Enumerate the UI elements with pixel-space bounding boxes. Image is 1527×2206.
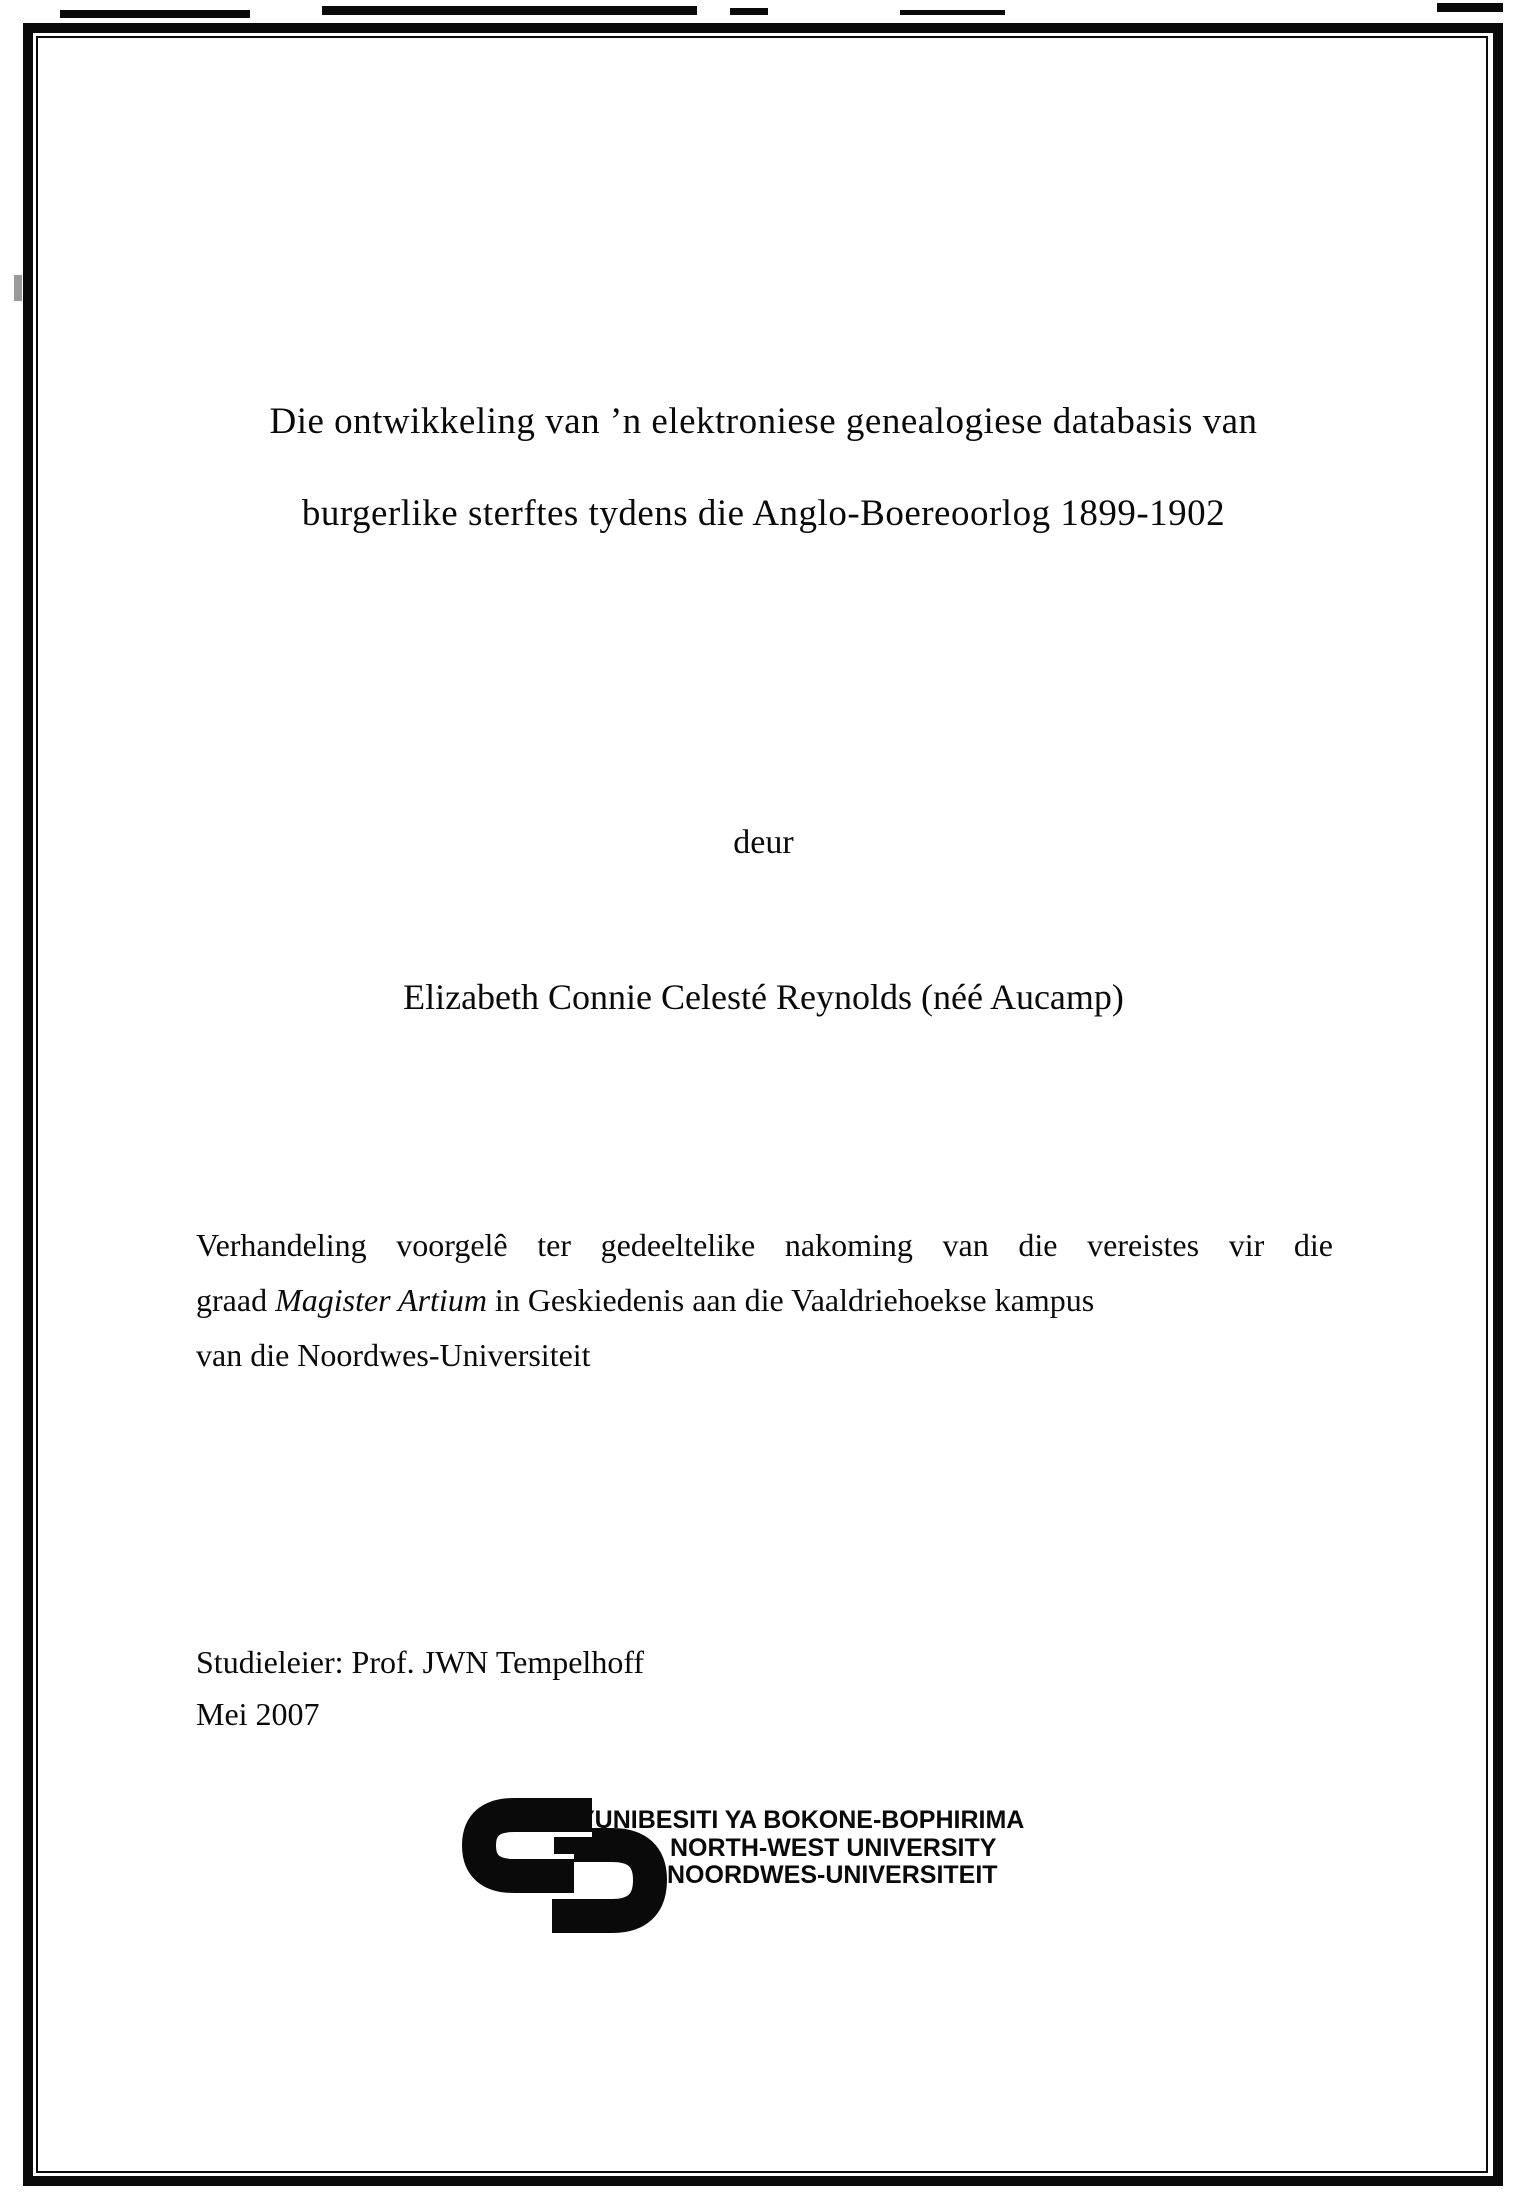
scan-artifact <box>14 275 22 301</box>
thesis-title-line-1: Die ontwikkeling van ’n elektroniese genealogiese databasis van <box>269 401 1258 442</box>
scan-artifact <box>900 10 1005 15</box>
thesis-title-line-2: burgerlike sterftes tydens die Anglo-Boereoorlog 1899-1902 <box>301 493 1226 534</box>
degree-statement <box>196 1218 1333 1383</box>
degree-statement-line-1: Verhandeling voorgelê ter gedeeltelike nakoming van die vereistes vir die <box>196 1227 1333 1263</box>
byline-label: deur <box>733 824 794 861</box>
date-line: Mei 2007 <box>196 1696 320 1732</box>
logo-text-afrikaans: NOORDWES-UNIVERSITEIT <box>667 1861 998 1889</box>
logo-text-setswana: YUNIBESITI YA BOKONE-BOPHIRIMA <box>578 1806 1025 1834</box>
degree-statement-line-2-pre: graad <box>196 1282 276 1318</box>
degree-name-italic: Magister Artium <box>275 1282 487 1318</box>
university-logo <box>462 1798 1102 1938</box>
scan-artifact <box>60 10 250 18</box>
degree-statement-line-3: van die Noordwes-Universiteit <box>196 1337 591 1373</box>
degree-statement-line-2 <box>196 1273 1333 1328</box>
supervisor-line: Studieleier: Prof. JWN Tempelhoff <box>196 1644 645 1680</box>
scan-artifact <box>1437 3 1503 12</box>
degree-statement-line-2-post: in Geskiedenis aan die Vaaldriehoekse kampus <box>486 1282 1095 1318</box>
scan-artifact <box>730 8 768 15</box>
author-name: Elizabeth Connie Celesté Reynolds (néé Aucamp) <box>403 977 1124 1017</box>
logo-text-english: NORTH-WEST UNIVERSITY <box>670 1834 997 1862</box>
scan-artifact <box>322 6 697 15</box>
